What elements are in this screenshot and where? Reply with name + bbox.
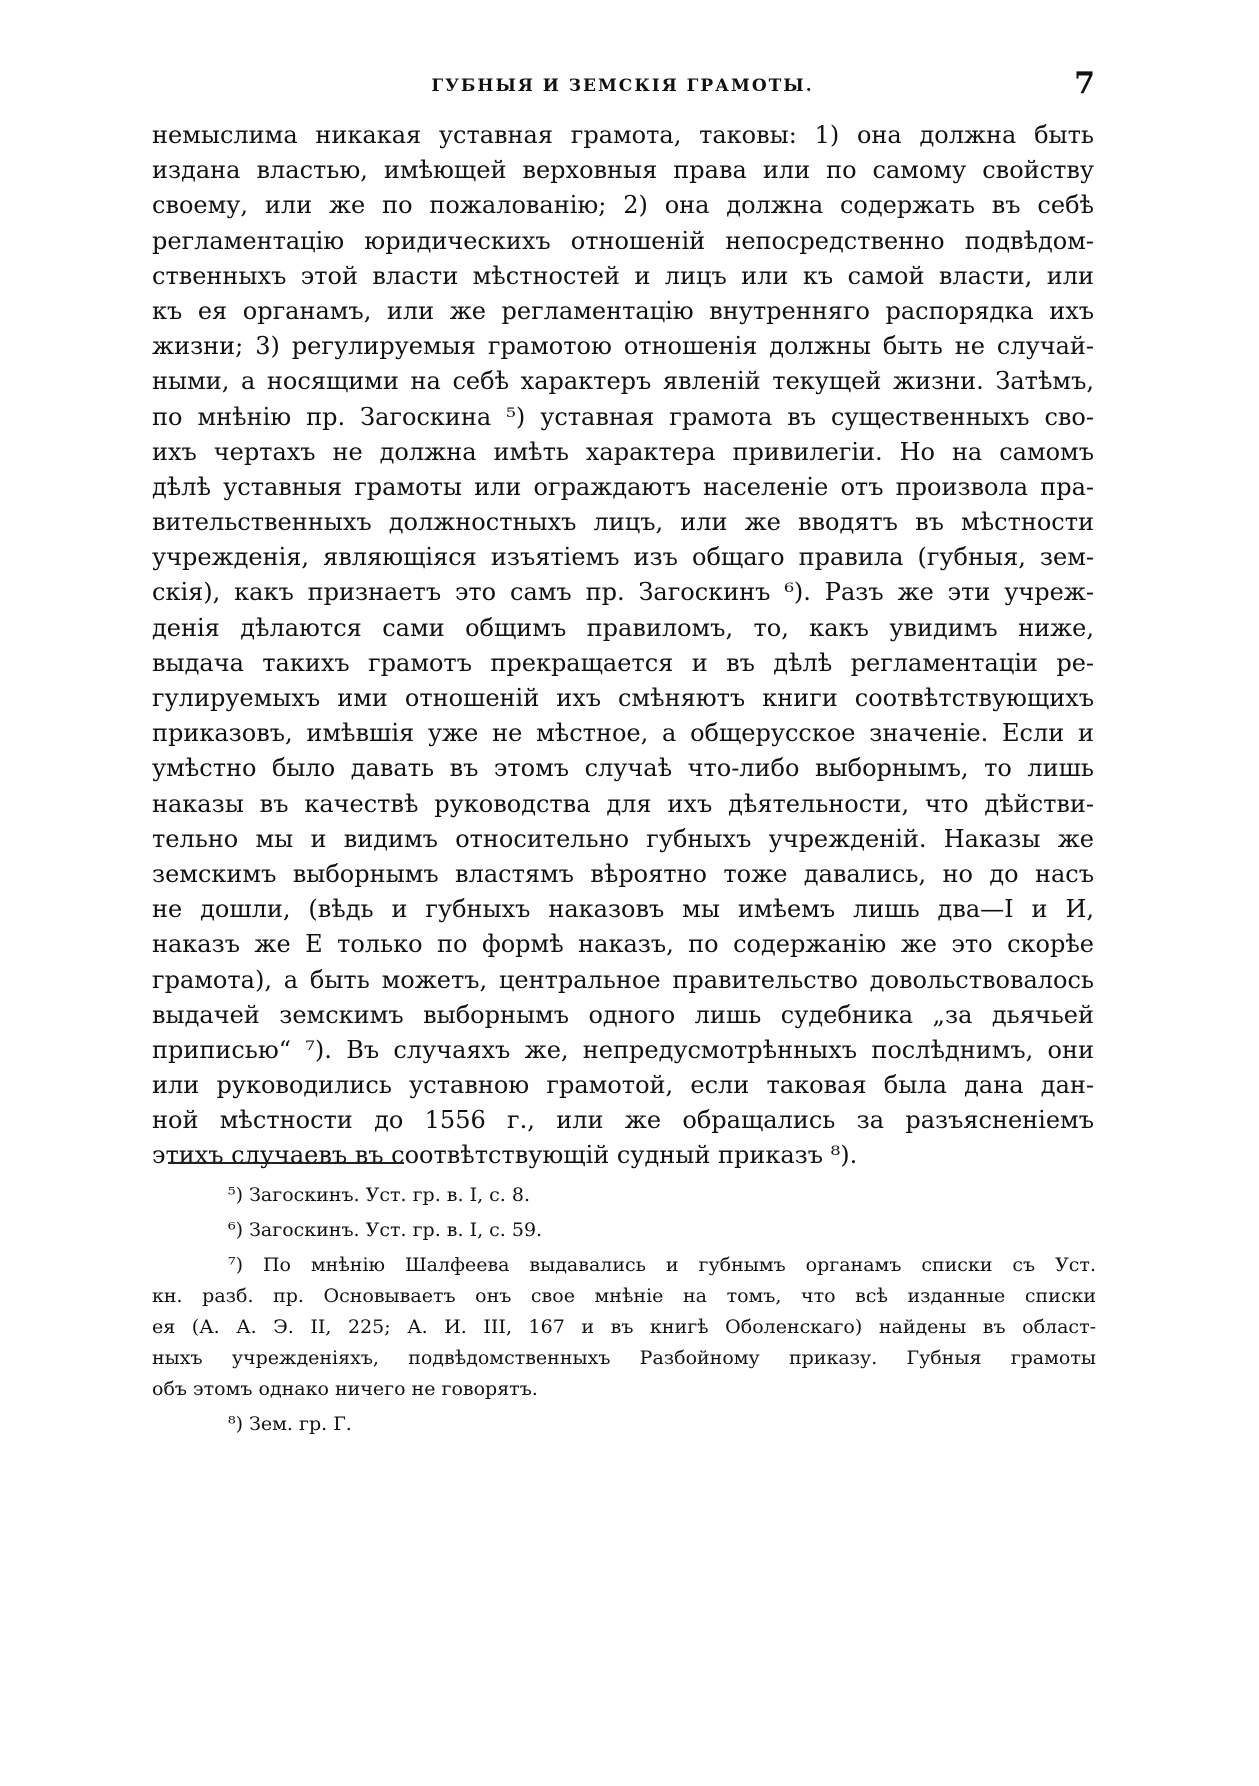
body-line: регламентацію юридическихъ отношеній непосредственно подвѣдом- — [152, 226, 1094, 255]
body-line: вительственныхъ должностныхъ лицъ, или же вводятъ въ мѣстности — [152, 508, 1094, 537]
body-line: приписью“ ⁷). Въ случаяхъ же, непредусмотрѣнныхъ послѣднимъ, они — [152, 1035, 1094, 1064]
body-line: къ ея органамъ, или же регламентацію внутренняго распорядка ихъ — [152, 296, 1094, 325]
page-number: 7 — [1074, 66, 1095, 101]
body-line: грамота), а быть можетъ, центральное правительство довольствовалось — [152, 965, 1094, 994]
running-head — [150, 68, 1095, 104]
footnote — [152, 1250, 1096, 1405]
footnotes — [152, 1180, 1096, 1444]
running-title: ГУБНЫЯ И ЗЕМСКІЯ ГРАМОТЫ. — [431, 76, 814, 96]
body-line: или руководились уставною грамотой, если таковая была дана дан- — [152, 1071, 1094, 1100]
footnote-divider — [168, 1162, 404, 1164]
body-line: земскимъ выборнымъ властямъ вѣроятно тоже давались, но до насъ — [152, 859, 1094, 888]
footnote-line: объ этомъ однако ничего не говорятъ. — [152, 1378, 538, 1400]
body-line: своему, или же по пожалованію; 2) она должна содержать въ себѣ — [152, 191, 1094, 220]
body-line: выдачей земскимъ выборнымъ одного лишь судебника „за дьячьей — [152, 1000, 1094, 1029]
body-line: этихъ случаевъ въ соотвѣтствующій судный приказъ ⁸). — [152, 1141, 858, 1170]
body-line: ихъ чертахъ не должна имѣть характера привилегіи. Но на самомъ — [152, 437, 1094, 466]
footnote-line: ныхъ учрежденіяхъ, подвѣдомственныхъ Разбойному приказу. Губныя грамоты — [152, 1347, 1096, 1369]
body-line: наказъ же Е только по формѣ наказъ, по содержанію же это скорѣе — [152, 930, 1094, 959]
body-line: учрежденія, являющіяся изъятіемъ изъ общаго правила (губныя, зем- — [152, 543, 1094, 572]
body-line: наказы въ качествѣ руководства для ихъ дѣятельности, что дѣйстви- — [152, 789, 1094, 818]
footnote — [152, 1215, 1096, 1246]
body-line: тельно мы и видимъ относительно губныхъ учрежденій. Наказы же — [152, 824, 1094, 853]
body-line: немыслима никакая уставная грамота, таковы: 1) она должна быть — [152, 121, 1094, 149]
footnote-line: ⁵) Загоскинъ. Уст. гр. в. I, с. 8. — [228, 1184, 531, 1206]
body-line: приказовъ, имѣвшія уже не мѣстное, а общерусское значеніе. Если и — [152, 719, 1094, 748]
body-text — [152, 118, 1094, 1174]
body-line: ными, а носящими на себѣ характеръ явленій текущей жизни. Затѣмъ, — [152, 367, 1094, 396]
body-line: дѣлѣ уставныя грамоты или ограждаютъ населеніе отъ произвола пра- — [152, 472, 1094, 501]
body-line: ственныхъ этой власти мѣстностей и лицъ или къ самой власти, или — [152, 261, 1094, 290]
footnote — [152, 1409, 1096, 1440]
body-line: денія дѣлаются сами общимъ правиломъ, то, какъ увидимъ ниже, — [152, 613, 1094, 642]
body-line: скія), какъ признаетъ это самъ пр. Загоскинъ ⁶). Разъ же эти учреж- — [152, 578, 1094, 607]
footnote-line: ⁷) По мнѣнію Шалфеева выдавались и губнымъ органамъ списки съ Уст. — [228, 1254, 1096, 1276]
body-line: не дошли, (вѣдь и губныхъ наказовъ мы имѣемъ лишь два—I и И, — [152, 895, 1094, 924]
body-line: умѣстно было давать въ этомъ случаѣ что-либо выборнымъ, то лишь — [152, 754, 1094, 783]
footnote — [152, 1180, 1096, 1211]
body-line: ной мѣстности до 1556 г., или же обращались за разъясненіемъ — [152, 1106, 1094, 1135]
body-line: гулируемыхъ ими отношеній ихъ смѣняютъ книги соотвѣтствующихъ — [152, 684, 1094, 712]
footnote-line: ⁶) Загоскинъ. Уст. гр. в. I, с. 59. — [228, 1219, 543, 1241]
footnote-line: ея (А. А. Э. II, 225; А. И. III, 167 и въ книгѣ Оболенскаго) найдены въ област- — [152, 1316, 1096, 1338]
body-line: выдача такихъ грамотъ прекращается и въ дѣлѣ регламентаціи ре- — [152, 648, 1094, 677]
body-line: издана властью, имѣющей верховныя права или по самому свойству — [152, 156, 1094, 185]
body-line: жизни; 3) регулируемыя грамотою отношенія должны быть не случай- — [152, 332, 1094, 361]
footnote-line: кн. разб. пр. Основываетъ онъ свое мнѣніе на томъ, что всѣ изданные списки — [152, 1285, 1096, 1307]
footnote-line: ⁸) Зем. гр. Г. — [228, 1413, 352, 1435]
body-line: по мнѣнію пр. Загоскина ⁵) уставная грамота въ существенныхъ сво- — [152, 402, 1094, 431]
